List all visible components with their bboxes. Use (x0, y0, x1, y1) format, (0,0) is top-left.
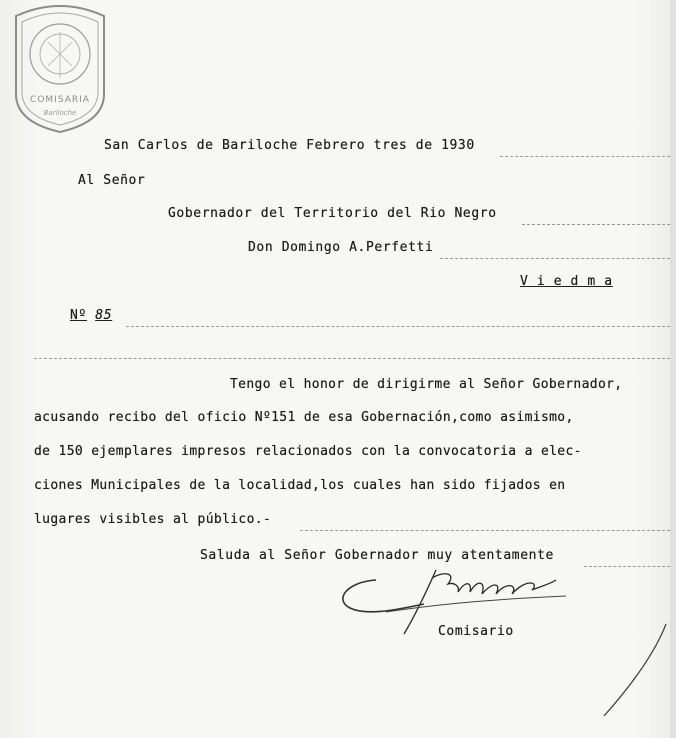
body-line: de 150 ejemplares impresos relacionados con la convocatoria a elec- (34, 444, 582, 459)
dashed-rule (440, 258, 670, 259)
dashed-rule (34, 358, 670, 359)
svg-text:COMISARIA: COMISARIA (30, 95, 90, 105)
salutation: Al Señor (78, 173, 146, 188)
dashed-rule (300, 530, 670, 531)
recipient-city: V i e d m a (520, 274, 613, 289)
dashed-rule (500, 156, 670, 157)
body-line: lugares visibles al público.- (34, 512, 272, 527)
page-edge (670, 0, 676, 738)
svg-text:Bariloche: Bariloche (43, 109, 77, 117)
dashed-rule (522, 224, 670, 225)
number-prefix: Nº (70, 308, 87, 323)
recipient-name: Don Domingo A.Perfetti (248, 240, 434, 255)
dashed-rule (126, 326, 670, 327)
date-line: San Carlos de Bariloche Febrero tres de 1930 (104, 138, 475, 153)
number-value: 85 (95, 308, 113, 323)
document-number (70, 308, 112, 323)
body-line: Tengo el honor de dirigirme al Señor Gobernador, (230, 377, 623, 392)
recipient-title: Gobernador del Territorio del Rio Negro (168, 206, 497, 221)
dashed-rule (584, 566, 670, 567)
police-seal-stamp (8, 2, 112, 134)
pen-stroke (596, 620, 672, 720)
body-line: ciones Municipales de la localidad,los cuales han sido fijados en (34, 478, 566, 493)
body-line: acusando recibo del oficio Nº151 de esa Gobernación,como asimismo, (34, 410, 574, 425)
signer-title: Comisario (438, 624, 514, 639)
closing-line: Saluda al Señor Gobernador muy atentamente (200, 548, 554, 563)
